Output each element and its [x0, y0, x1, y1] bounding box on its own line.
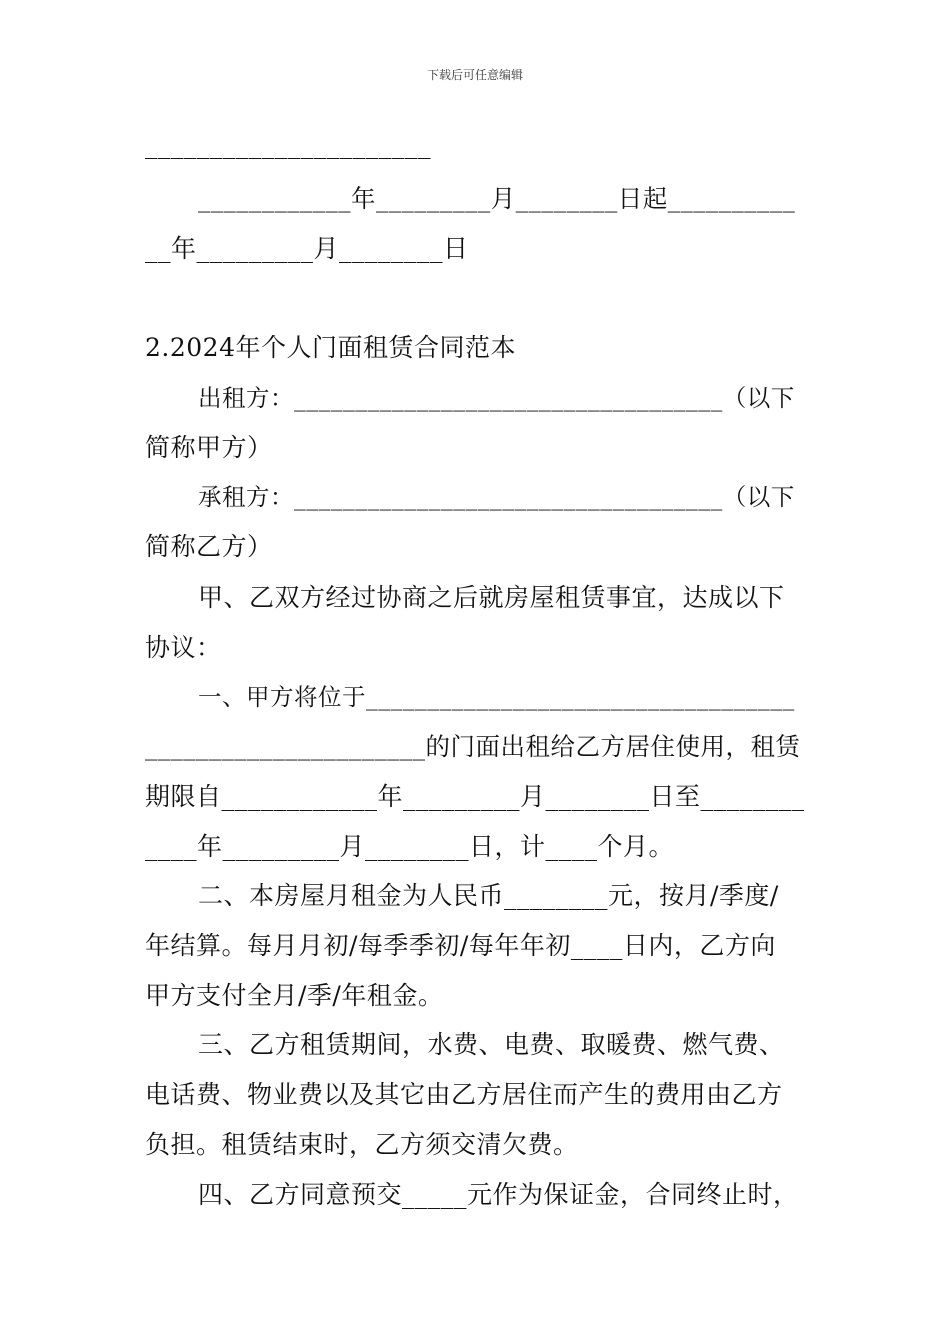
clause-4: 四、乙方同意预交_____元作为保证金，合同终止时， [198, 1180, 799, 1209]
lessee-line: 承租方：___________________________________（以下 [198, 483, 795, 511]
clause-2-cont-1: 年结算。每月月初/每季季初/每年年初____日内，乙方向 [145, 931, 776, 960]
date-line-cont: __年_________月________日 [145, 234, 469, 263]
lessor-line-cont: 简称甲方） [145, 433, 273, 462]
clause-1: 一、甲方将位于___________________________________ [198, 683, 795, 711]
date-line: ____________年_________月________日起__________ [198, 184, 796, 213]
lessor-line: 出租方：___________________________________（以下 [198, 384, 795, 412]
agreement-intro-cont: 协议： [145, 633, 222, 662]
section-title: 2.2024年个人门面租赁合同范本 [145, 333, 516, 362]
clause-1-cont-1: ______________________的门面出租给乙方居住使用，租赁 [145, 732, 801, 761]
clause-3-cont-2: 负担。租赁结束时，乙方须交清欠费。 [145, 1130, 579, 1159]
agreement-intro: 甲、乙双方经过协商之后就房屋租赁事宜，达成以下 [198, 583, 785, 612]
clause-3-cont-1: 电话费、物业费以及其它由乙方居住而产生的费用由乙方 [145, 1080, 783, 1109]
clause-1-cont-2: 期限自____________年_________月________日至________ [145, 782, 805, 811]
clause-2: 二、本房屋月租金为人民币________元，按月/季度/ [198, 881, 779, 910]
lessee-line-cont: 简称乙方） [145, 532, 273, 561]
clause-1-cont-3: ____年_________月________日，计____个月。 [145, 832, 675, 861]
clause-3: 三、乙方租赁期间，水费、电费、取暖费、燃气费、 [198, 1030, 785, 1059]
clause-2-cont-2: 甲方支付全月/季/年租金。 [145, 981, 444, 1010]
page-header: 下载后可任意编辑 [426, 68, 523, 82]
blank-line: ______________________ [145, 130, 431, 159]
